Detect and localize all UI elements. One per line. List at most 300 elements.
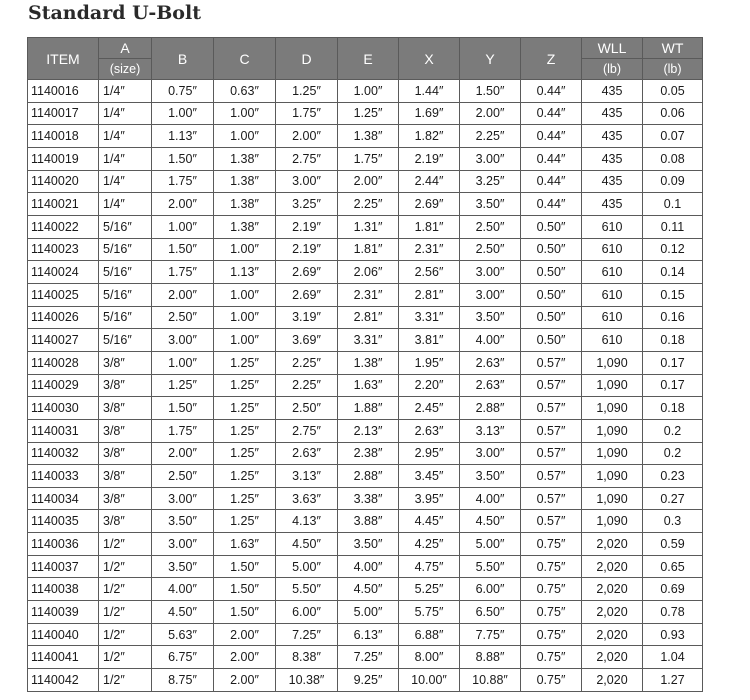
- cell-y: 3.00″: [460, 261, 521, 284]
- cell-b: 1.75″: [152, 170, 214, 193]
- cell-e: 1.31″: [338, 215, 399, 238]
- cell-wll: 435: [582, 170, 643, 193]
- cell-b: 2.00″: [152, 283, 214, 306]
- cell-d: 2.19″: [276, 238, 338, 261]
- cell-z: 0.44″: [521, 170, 582, 193]
- cell-item: 1140035: [28, 510, 99, 533]
- cell-item: 1140021: [28, 193, 99, 216]
- cell-b: 1.50″: [152, 147, 214, 170]
- cell-e: 2.81″: [338, 306, 399, 329]
- table-row: [28, 147, 703, 170]
- cell-e: 2.31″: [338, 283, 399, 306]
- cell-b: 5.63″: [152, 623, 214, 646]
- cell-item: 1140020: [28, 170, 99, 193]
- cell-b: 1.00″: [152, 215, 214, 238]
- cell-b: 1.25″: [152, 374, 214, 397]
- cell-c: 1.25″: [214, 397, 276, 420]
- cell-b: 3.00″: [152, 533, 214, 556]
- cell-e: 1.38″: [338, 351, 399, 374]
- cell-b: 0.75″: [152, 80, 214, 103]
- cell-wll: 2,020: [582, 555, 643, 578]
- cell-c: 2.00″: [214, 623, 276, 646]
- cell-d: 2.25″: [276, 374, 338, 397]
- cell-wt: 0.65: [643, 555, 703, 578]
- cell-z: 0.50″: [521, 329, 582, 352]
- cell-a: 3/8″: [99, 397, 152, 420]
- header-wt-unit: (lb): [643, 59, 703, 80]
- cell-item: 1140041: [28, 646, 99, 669]
- cell-c: 1.00″: [214, 238, 276, 261]
- cell-y: 8.88″: [460, 646, 521, 669]
- table-row: [28, 465, 703, 488]
- cell-c: 1.00″: [214, 306, 276, 329]
- cell-c: 0.63″: [214, 80, 276, 103]
- cell-wll: 435: [582, 80, 643, 103]
- cell-item: 1140030: [28, 397, 99, 420]
- cell-y: 2.00″: [460, 102, 521, 125]
- cell-wll: 2,020: [582, 646, 643, 669]
- cell-wll: 2,020: [582, 533, 643, 556]
- page-title: Standard U-Bolt: [28, 2, 201, 24]
- table-row: [28, 261, 703, 284]
- cell-wt: 0.78: [643, 601, 703, 624]
- cell-wt: 0.14: [643, 261, 703, 284]
- cell-wll: 610: [582, 306, 643, 329]
- cell-wt: 0.2: [643, 442, 703, 465]
- cell-d: 2.69″: [276, 283, 338, 306]
- table-row: [28, 283, 703, 306]
- cell-x: 3.95″: [399, 487, 460, 510]
- cell-wt: 0.09: [643, 170, 703, 193]
- cell-c: 2.00″: [214, 646, 276, 669]
- cell-b: 3.50″: [152, 555, 214, 578]
- table-row: [28, 397, 703, 420]
- cell-d: 2.50″: [276, 397, 338, 420]
- cell-a: 5/16″: [99, 329, 152, 352]
- cell-wt: 0.93: [643, 623, 703, 646]
- cell-a: 3/8″: [99, 374, 152, 397]
- table-row: [28, 623, 703, 646]
- cell-c: 1.38″: [214, 215, 276, 238]
- cell-a: 1/2″: [99, 555, 152, 578]
- cell-e: 1.38″: [338, 125, 399, 148]
- cell-c: 1.00″: [214, 283, 276, 306]
- cell-y: 5.50″: [460, 555, 521, 578]
- cell-b: 2.00″: [152, 442, 214, 465]
- table-row: [28, 125, 703, 148]
- cell-item: 1140036: [28, 533, 99, 556]
- cell-item: 1140040: [28, 623, 99, 646]
- cell-d: 3.25″: [276, 193, 338, 216]
- cell-z: 0.44″: [521, 80, 582, 103]
- cell-b: 4.00″: [152, 578, 214, 601]
- table-row: [28, 555, 703, 578]
- cell-x: 4.25″: [399, 533, 460, 556]
- cell-e: 1.25″: [338, 102, 399, 125]
- header-z: Z: [521, 38, 582, 80]
- cell-wll: 610: [582, 238, 643, 261]
- cell-d: 2.63″: [276, 442, 338, 465]
- cell-b: 4.50″: [152, 601, 214, 624]
- cell-item: 1140034: [28, 487, 99, 510]
- cell-z: 0.50″: [521, 238, 582, 261]
- cell-y: 2.50″: [460, 238, 521, 261]
- cell-d: 1.25″: [276, 80, 338, 103]
- cell-wt: 0.1: [643, 193, 703, 216]
- cell-e: 2.13″: [338, 419, 399, 442]
- cell-wll: 2,020: [582, 578, 643, 601]
- cell-x: 2.44″: [399, 170, 460, 193]
- cell-x: 1.81″: [399, 215, 460, 238]
- cell-y: 4.00″: [460, 329, 521, 352]
- cell-x: 1.95″: [399, 351, 460, 374]
- cell-z: 0.75″: [521, 578, 582, 601]
- cell-y: 2.88″: [460, 397, 521, 420]
- cell-y: 2.50″: [460, 215, 521, 238]
- cell-a: 3/8″: [99, 442, 152, 465]
- cell-wll: 1,090: [582, 487, 643, 510]
- cell-z: 0.57″: [521, 442, 582, 465]
- cell-b: 1.75″: [152, 261, 214, 284]
- cell-x: 2.63″: [399, 419, 460, 442]
- header-x: X: [399, 38, 460, 80]
- cell-e: 3.38″: [338, 487, 399, 510]
- header-y: Y: [460, 38, 521, 80]
- cell-d: 2.75″: [276, 419, 338, 442]
- cell-a: 1/2″: [99, 623, 152, 646]
- cell-c: 1.50″: [214, 578, 276, 601]
- cell-x: 6.88″: [399, 623, 460, 646]
- cell-item: 1140031: [28, 419, 99, 442]
- table-row: [28, 510, 703, 533]
- cell-e: 1.00″: [338, 80, 399, 103]
- cell-e: 7.25″: [338, 646, 399, 669]
- cell-z: 0.57″: [521, 419, 582, 442]
- cell-wll: 610: [582, 215, 643, 238]
- cell-item: 1140029: [28, 374, 99, 397]
- header-d: D: [276, 38, 338, 80]
- cell-e: 4.00″: [338, 555, 399, 578]
- cell-c: 1.25″: [214, 351, 276, 374]
- cell-z: 0.44″: [521, 125, 582, 148]
- cell-x: 1.82″: [399, 125, 460, 148]
- u-bolt-spec-table: [27, 37, 703, 692]
- table-body: [28, 80, 703, 692]
- cell-y: 2.63″: [460, 374, 521, 397]
- cell-wll: 610: [582, 329, 643, 352]
- cell-wt: 0.23: [643, 465, 703, 488]
- cell-a: 1/4″: [99, 147, 152, 170]
- cell-c: 1.25″: [214, 465, 276, 488]
- table-row: [28, 80, 703, 103]
- cell-wt: 0.05: [643, 80, 703, 103]
- cell-d: 7.25″: [276, 623, 338, 646]
- cell-b: 1.00″: [152, 102, 214, 125]
- cell-y: 6.50″: [460, 601, 521, 624]
- cell-x: 5.75″: [399, 601, 460, 624]
- cell-item: 1140033: [28, 465, 99, 488]
- cell-a: 1/4″: [99, 125, 152, 148]
- cell-wt: 0.11: [643, 215, 703, 238]
- header-item: ITEM: [28, 38, 99, 80]
- cell-wt: 0.18: [643, 397, 703, 420]
- cell-d: 10.38″: [276, 669, 338, 692]
- cell-e: 1.63″: [338, 374, 399, 397]
- cell-b: 2.00″: [152, 193, 214, 216]
- cell-c: 1.50″: [214, 601, 276, 624]
- header-wll: WLL: [582, 38, 643, 59]
- cell-a: 5/16″: [99, 283, 152, 306]
- table-row: [28, 170, 703, 193]
- cell-x: 1.44″: [399, 80, 460, 103]
- cell-d: 1.75″: [276, 102, 338, 125]
- cell-d: 3.63″: [276, 487, 338, 510]
- cell-b: 8.75″: [152, 669, 214, 692]
- cell-x: 2.31″: [399, 238, 460, 261]
- cell-wt: 0.27: [643, 487, 703, 510]
- table-row: [28, 669, 703, 692]
- cell-e: 3.88″: [338, 510, 399, 533]
- cell-a: 3/8″: [99, 510, 152, 533]
- cell-z: 0.75″: [521, 533, 582, 556]
- cell-y: 5.00″: [460, 533, 521, 556]
- table-header: [28, 38, 703, 80]
- cell-item: 1140025: [28, 283, 99, 306]
- cell-c: 1.50″: [214, 555, 276, 578]
- table-row: [28, 351, 703, 374]
- cell-e: 1.88″: [338, 397, 399, 420]
- cell-z: 0.75″: [521, 601, 582, 624]
- cell-d: 3.19″: [276, 306, 338, 329]
- cell-a: 5/16″: [99, 261, 152, 284]
- cell-d: 5.50″: [276, 578, 338, 601]
- table-row: [28, 374, 703, 397]
- cell-d: 4.50″: [276, 533, 338, 556]
- cell-x: 3.31″: [399, 306, 460, 329]
- cell-z: 0.50″: [521, 261, 582, 284]
- header-wll-unit: (lb): [582, 59, 643, 80]
- table-row: [28, 238, 703, 261]
- cell-x: 2.69″: [399, 193, 460, 216]
- cell-item: 1140037: [28, 555, 99, 578]
- cell-b: 1.75″: [152, 419, 214, 442]
- cell-z: 0.75″: [521, 623, 582, 646]
- cell-c: 1.13″: [214, 261, 276, 284]
- cell-c: 1.38″: [214, 170, 276, 193]
- cell-z: 0.57″: [521, 465, 582, 488]
- cell-wll: 435: [582, 147, 643, 170]
- cell-c: 1.63″: [214, 533, 276, 556]
- cell-wt: 0.08: [643, 147, 703, 170]
- cell-z: 0.57″: [521, 487, 582, 510]
- cell-y: 2.25″: [460, 125, 521, 148]
- cell-b: 3.00″: [152, 329, 214, 352]
- cell-c: 1.25″: [214, 442, 276, 465]
- cell-a: 3/8″: [99, 487, 152, 510]
- cell-x: 2.56″: [399, 261, 460, 284]
- cell-wt: 0.16: [643, 306, 703, 329]
- cell-wll: 2,020: [582, 669, 643, 692]
- cell-e: 6.13″: [338, 623, 399, 646]
- cell-z: 0.75″: [521, 555, 582, 578]
- cell-y: 3.25″: [460, 170, 521, 193]
- cell-a: 1/4″: [99, 193, 152, 216]
- cell-e: 2.00″: [338, 170, 399, 193]
- cell-wll: 435: [582, 102, 643, 125]
- header-wt: WT: [643, 38, 703, 59]
- cell-x: 4.45″: [399, 510, 460, 533]
- cell-x: 10.00″: [399, 669, 460, 692]
- cell-wll: 1,090: [582, 351, 643, 374]
- cell-e: 9.25″: [338, 669, 399, 692]
- cell-e: 2.25″: [338, 193, 399, 216]
- cell-wll: 1,090: [582, 510, 643, 533]
- cell-wll: 2,020: [582, 623, 643, 646]
- cell-z: 0.57″: [521, 351, 582, 374]
- cell-wt: 0.18: [643, 329, 703, 352]
- table-row: [28, 487, 703, 510]
- cell-wt: 0.15: [643, 283, 703, 306]
- table-row: [28, 102, 703, 125]
- cell-item: 1140026: [28, 306, 99, 329]
- cell-wll: 1,090: [582, 442, 643, 465]
- table-row: [28, 442, 703, 465]
- cell-z: 0.50″: [521, 215, 582, 238]
- cell-b: 2.50″: [152, 306, 214, 329]
- cell-x: 2.81″: [399, 283, 460, 306]
- cell-y: 3.50″: [460, 306, 521, 329]
- cell-e: 3.31″: [338, 329, 399, 352]
- cell-wll: 435: [582, 125, 643, 148]
- cell-z: 0.50″: [521, 306, 582, 329]
- cell-wt: 0.2: [643, 419, 703, 442]
- cell-z: 0.44″: [521, 102, 582, 125]
- cell-a: 3/8″: [99, 465, 152, 488]
- table-row: [28, 215, 703, 238]
- cell-wt: 0.69: [643, 578, 703, 601]
- header-c: C: [214, 38, 276, 80]
- table-row: [28, 193, 703, 216]
- cell-item: 1140028: [28, 351, 99, 374]
- cell-x: 8.00″: [399, 646, 460, 669]
- cell-item: 1140023: [28, 238, 99, 261]
- cell-wll: 1,090: [582, 465, 643, 488]
- cell-item: 1140016: [28, 80, 99, 103]
- cell-item: 1140042: [28, 669, 99, 692]
- cell-wll: 1,090: [582, 419, 643, 442]
- cell-z: 0.44″: [521, 193, 582, 216]
- cell-item: 1140018: [28, 125, 99, 148]
- cell-y: 4.50″: [460, 510, 521, 533]
- cell-c: 1.38″: [214, 147, 276, 170]
- cell-a: 1/4″: [99, 80, 152, 103]
- cell-d: 3.13″: [276, 465, 338, 488]
- cell-e: 2.06″: [338, 261, 399, 284]
- cell-a: 5/16″: [99, 306, 152, 329]
- cell-a: 1/4″: [99, 170, 152, 193]
- cell-e: 1.81″: [338, 238, 399, 261]
- cell-item: 1140039: [28, 601, 99, 624]
- cell-z: 0.50″: [521, 283, 582, 306]
- table-row: [28, 601, 703, 624]
- cell-y: 3.00″: [460, 283, 521, 306]
- cell-z: 0.57″: [521, 397, 582, 420]
- cell-c: 1.38″: [214, 193, 276, 216]
- cell-wll: 610: [582, 261, 643, 284]
- cell-item: 1140032: [28, 442, 99, 465]
- cell-b: 3.00″: [152, 487, 214, 510]
- table-row: [28, 533, 703, 556]
- cell-z: 0.57″: [521, 510, 582, 533]
- cell-d: 6.00″: [276, 601, 338, 624]
- cell-wll: 2,020: [582, 601, 643, 624]
- cell-item: 1140017: [28, 102, 99, 125]
- table-row: [28, 578, 703, 601]
- cell-x: 2.19″: [399, 147, 460, 170]
- cell-wll: 1,090: [582, 374, 643, 397]
- cell-c: 1.00″: [214, 125, 276, 148]
- cell-x: 4.75″: [399, 555, 460, 578]
- cell-b: 3.50″: [152, 510, 214, 533]
- cell-z: 0.44″: [521, 147, 582, 170]
- cell-b: 1.50″: [152, 238, 214, 261]
- cell-wt: 0.59: [643, 533, 703, 556]
- cell-wt: 0.07: [643, 125, 703, 148]
- cell-d: 8.38″: [276, 646, 338, 669]
- cell-b: 6.75″: [152, 646, 214, 669]
- cell-a: 5/16″: [99, 238, 152, 261]
- cell-d: 3.69″: [276, 329, 338, 352]
- cell-b: 2.50″: [152, 465, 214, 488]
- cell-d: 2.69″: [276, 261, 338, 284]
- cell-e: 3.50″: [338, 533, 399, 556]
- cell-d: 3.00″: [276, 170, 338, 193]
- cell-y: 2.63″: [460, 351, 521, 374]
- cell-a: 1/2″: [99, 646, 152, 669]
- cell-e: 5.00″: [338, 601, 399, 624]
- cell-y: 10.88″: [460, 669, 521, 692]
- cell-d: 2.00″: [276, 125, 338, 148]
- cell-a: 1/2″: [99, 578, 152, 601]
- cell-x: 2.45″: [399, 397, 460, 420]
- cell-y: 3.50″: [460, 465, 521, 488]
- header-b: B: [152, 38, 214, 80]
- cell-b: 1.00″: [152, 351, 214, 374]
- cell-c: 2.00″: [214, 669, 276, 692]
- cell-wll: 610: [582, 283, 643, 306]
- cell-d: 4.13″: [276, 510, 338, 533]
- cell-z: 0.57″: [521, 374, 582, 397]
- cell-x: 3.81″: [399, 329, 460, 352]
- cell-a: 3/8″: [99, 351, 152, 374]
- cell-y: 1.50″: [460, 80, 521, 103]
- cell-x: 5.25″: [399, 578, 460, 601]
- cell-x: 2.95″: [399, 442, 460, 465]
- cell-item: 1140022: [28, 215, 99, 238]
- cell-z: 0.75″: [521, 669, 582, 692]
- cell-y: 3.50″: [460, 193, 521, 216]
- table-row: [28, 329, 703, 352]
- cell-wt: 0.17: [643, 374, 703, 397]
- cell-d: 2.25″: [276, 351, 338, 374]
- header-a: A: [99, 38, 152, 59]
- cell-c: 1.25″: [214, 510, 276, 533]
- cell-a: 5/16″: [99, 215, 152, 238]
- cell-c: 1.25″: [214, 419, 276, 442]
- cell-e: 2.88″: [338, 465, 399, 488]
- table-row: [28, 306, 703, 329]
- cell-c: 1.00″: [214, 329, 276, 352]
